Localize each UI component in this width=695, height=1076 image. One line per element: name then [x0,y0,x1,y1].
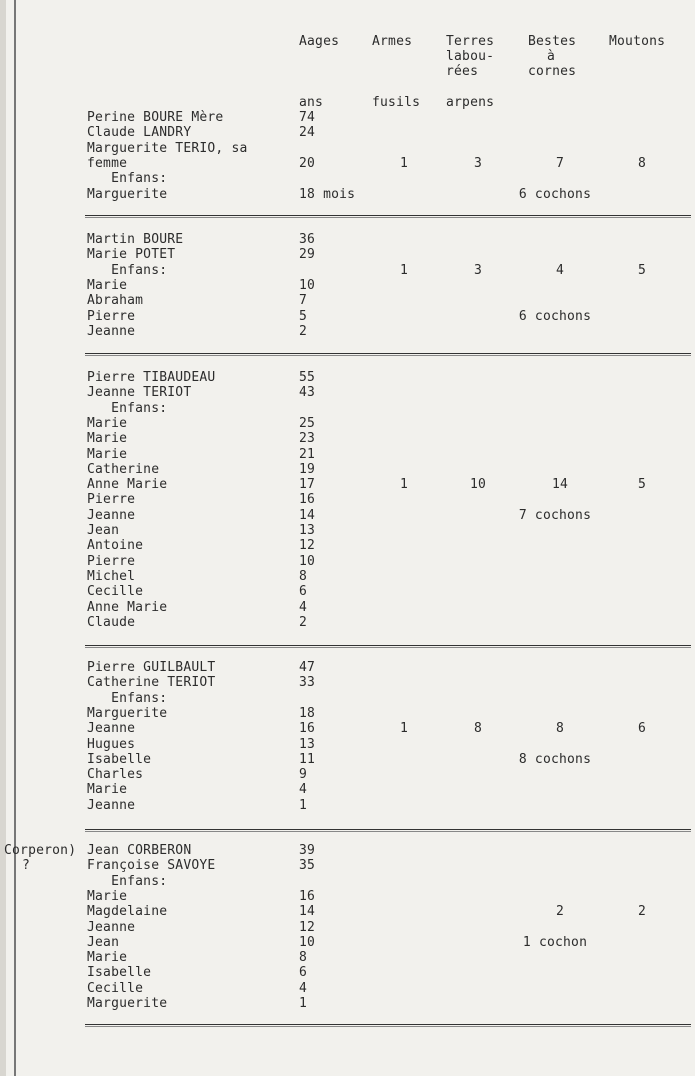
member-name: Pierre [87,553,136,569]
family-armes: 1 [399,721,409,737]
member-age: 13 [299,736,316,752]
member-name: femme [87,155,128,171]
family-armes: 1 [399,262,409,278]
unit-ans: ans [299,95,324,110]
member-name: Isabelle [87,751,152,767]
family-cochons: 6 cochons [518,186,592,202]
member-name: Marie [87,431,128,447]
member-age: 16 [299,492,316,508]
header-bestes-1: Bestes [528,34,577,49]
unit-fusils: fusils [372,95,421,110]
family-moutons: 6 [637,721,647,737]
header-terres-3: rées [446,64,479,79]
member-name: Marie [87,888,128,904]
member-name: Jeanne [87,797,136,813]
member-name: Enfans: [87,400,168,416]
member-age: 20 [299,155,316,171]
member-age: 18 mois [299,186,356,202]
member-age: 10 [299,277,316,293]
member-name: Martin BOURE [87,232,184,247]
header-bestes-2: à [547,49,556,64]
member-name: Marie [87,415,128,431]
header-ages: Aages [299,34,340,49]
member-age: 2 [299,614,308,630]
family-cochons: 8 cochons [518,751,592,767]
member-name: Jeanne [87,323,136,339]
member-name: Jeanne [87,507,136,523]
header-moutons: Moutons [609,34,666,49]
member-age: 8 [299,568,308,584]
member-name: Hugues [87,736,136,752]
member-name: Antoine [87,538,144,554]
member-name: Pierre [87,492,136,508]
member-name: Marie [87,446,128,462]
member-name: Jean [87,934,120,950]
member-name: Cecille [87,980,144,996]
family-divider [85,645,691,646]
family-armes: 1 [399,155,409,171]
member-age: 23 [299,431,316,447]
margin-note-question: ? [22,858,31,874]
member-age: 1 [299,996,308,1011]
family-divider-shadow [85,217,691,218]
member-name: Jean [87,523,120,538]
member-name: Perine BOURE Mère [87,110,224,125]
member-name: Jeanne [87,919,136,935]
member-name: Marie [87,277,128,293]
member-name: Marguerite [87,996,168,1011]
unit-arpens: arpens [446,95,495,110]
member-name: Marie [87,950,128,966]
member-name: Pierre TIBAUDEAU [87,370,216,385]
member-name: Cecille [87,584,144,600]
header-terres-1: Terres [446,34,495,49]
member-age: 47 [299,660,316,675]
family-bestes: 14 [551,477,569,493]
member-age: 5 [299,308,308,324]
family-cochons: 6 cochons [518,308,592,324]
member-age: 14 [299,507,316,523]
member-name: Marguerite [87,186,168,202]
member-name: Françoise SAVOYE [87,858,216,874]
member-age: 4 [299,980,308,996]
member-name: Jeanne [87,721,136,737]
member-age: 36 [299,232,316,247]
member-age: 43 [299,385,316,401]
member-age: 4 [299,599,308,615]
family-divider [85,215,691,216]
family-moutons: 5 [637,477,647,493]
family-moutons: 2 [637,904,647,920]
member-name: Jean CORBERON [87,843,192,858]
member-age: 9 [299,767,308,783]
family-divider-shadow [85,831,691,832]
member-age: 21 [299,446,316,462]
member-name: Michel [87,568,136,584]
member-name: Catherine [87,461,160,477]
member-age: 55 [299,370,316,385]
family-armes: 1 [399,477,409,493]
family-divider [85,829,691,830]
member-age: 7 [299,293,308,309]
member-age: 16 [299,888,316,904]
family-terres: 10 [469,477,487,493]
member-age: 12 [299,919,316,935]
member-name: Pierre [87,308,136,324]
family-divider [85,1024,691,1025]
member-name: Claude [87,614,136,630]
member-name: Anne Marie [87,599,168,615]
family-bestes: 8 [555,721,565,737]
family-terres: 3 [473,262,483,278]
family-bestes: 2 [555,904,565,920]
member-name: Marguerite TERIO, sa [87,140,248,156]
family-divider-shadow [85,1026,691,1027]
member-age: 17 [299,477,316,493]
member-age: 24 [299,125,316,141]
member-age: 1 [299,797,308,813]
member-age: 12 [299,538,316,554]
member-age: 13 [299,523,316,538]
member-name: Marie POTET [87,247,176,263]
member-age: 39 [299,843,316,858]
family-cochons: 7 cochons [518,507,592,523]
page-binding-shadow [0,0,6,1076]
member-age: 25 [299,415,316,431]
header-bestes-3: cornes [528,64,577,79]
member-name: Abraham [87,293,144,309]
family-terres: 8 [473,721,483,737]
member-name: Enfans: [87,171,168,187]
family-divider-shadow [85,355,691,356]
family-terres: 3 [473,155,483,171]
member-name: Pierre GUILBAULT [87,660,216,675]
member-age: 18 [299,705,316,721]
header-armes: Armes [372,34,413,49]
member-name: Marie [87,782,128,798]
member-age: 8 [299,950,308,966]
member-name: Isabelle [87,965,152,981]
member-name: Enfans: [87,690,168,706]
member-age: 16 [299,721,316,737]
family-moutons: 5 [637,262,647,278]
member-age: 14 [299,904,316,920]
member-age: 11 [299,751,316,767]
member-name: Catherine TERIOT [87,675,216,691]
member-age: 10 [299,553,316,569]
member-name: Enfans: [87,873,168,889]
family-bestes: 4 [555,262,565,278]
member-age: 6 [299,965,308,981]
member-age: 4 [299,782,308,798]
header-terres-2: labou- [446,49,495,64]
family-divider [85,353,691,354]
member-age: 29 [299,247,316,263]
member-name: Anne Marie [87,477,168,493]
member-age: 10 [299,934,316,950]
member-name: Magdelaine [87,904,168,920]
member-name: Enfans: [87,262,168,278]
member-age: 33 [299,675,316,691]
family-divider-shadow [85,647,691,648]
member-age: 2 [299,323,308,339]
page-binding-edge [14,0,16,1076]
member-age: 35 [299,858,316,874]
member-age: 6 [299,584,308,600]
member-age: 74 [299,110,316,125]
margin-note: Corperon) [4,843,77,858]
member-name: Charles [87,767,144,783]
family-cochons: 1 cochon [522,934,588,950]
family-bestes: 7 [555,155,565,171]
member-age: 19 [299,461,316,477]
member-name: Claude LANDRY [87,125,192,141]
member-name: Jeanne TERIOT [87,385,192,401]
member-name: Marguerite [87,705,168,721]
family-moutons: 8 [637,155,647,171]
